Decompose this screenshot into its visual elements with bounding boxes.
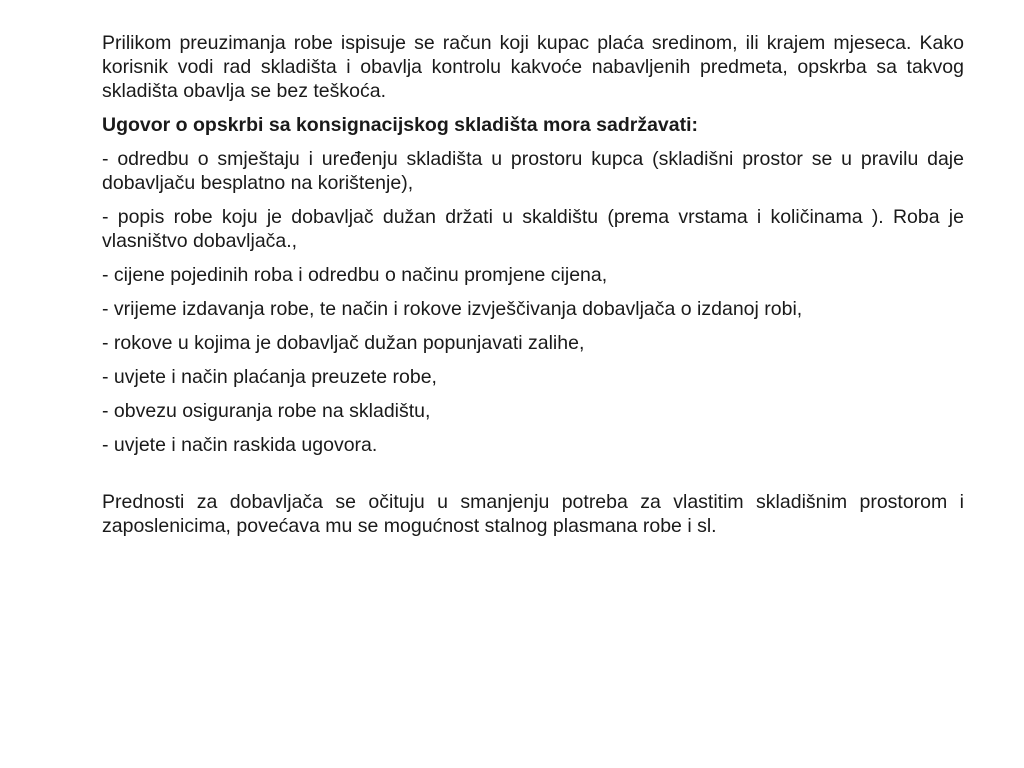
- list-item: - rokove u kojima je dobavljač dužan popunjavati zalihe,: [102, 332, 585, 354]
- section-heading: Ugovor o opskrbi sa konsignacijskog skladišta mora sadržavati:: [102, 114, 699, 136]
- conclusion-paragraph: Prednosti za dobavljača se očituju u smanjenju potreba za vlastitim skladišnim prostorom i zaposlenicima, povećava mu se mogućnost stalnog plasmana robe i sl.: [102, 491, 964, 537]
- list-item: - uvjete i način raskida ugovora.: [102, 434, 378, 456]
- requirements-list: [102, 147, 964, 457]
- slide-text-body: [102, 31, 964, 548]
- list-item: - vrijeme izdavanja robe, te način i rokove izvješčivanja dobavljača o izdanoj robi,: [102, 298, 803, 320]
- intro-paragraph: Prilikom preuzimanja robe ispisuje se račun koji kupac plaća sredinom, ili krajem mjeseca. Kako korisnik vodi rad skladišta i obavlja kontrolu kakvoće nabavljenih predmeta, opskrba sa takvog skladišta obavlja se bez teškoća.: [102, 32, 964, 102]
- list-item: - obvezu osiguranja robe na skladištu,: [102, 400, 431, 422]
- list-item: - popis robe koju je dobavljač dužan držati u skaldištu (prema vrstama i količinama ). Roba je vlasništvo dobavljača.,: [102, 206, 964, 252]
- list-item: - uvjete i način plaćanja preuzete robe,: [102, 366, 437, 388]
- list-item: - cijene pojedinih roba i odredbu o načinu promjene cijena,: [102, 264, 608, 286]
- list-item: - odredbu o smještaju i uređenju skladišta u prostoru kupca (skladišni prostor se u pravilu daje dobavljaču besplatno na korištenje),: [102, 148, 964, 194]
